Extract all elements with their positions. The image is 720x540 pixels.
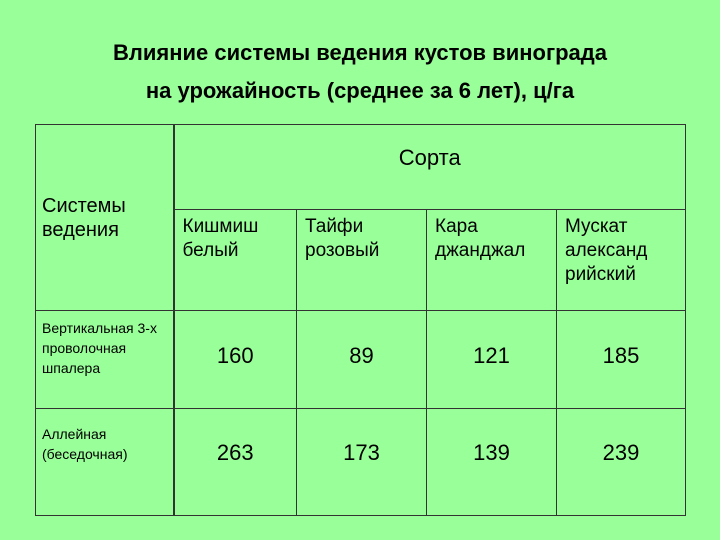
variety-header-cell: Тайфи розовый: [297, 210, 427, 311]
title-line-1: Влияние системы ведения кустов винограда: [112, 40, 607, 65]
system-label-cell: Вертикальная 3-х проволочная шпалера: [36, 311, 174, 409]
yield-value-cell: 173: [297, 409, 427, 516]
yield-value-cell: 139: [427, 409, 557, 516]
variety-header-cell: Кишмиш белый: [174, 210, 297, 311]
yield-value-cell: 160: [174, 311, 297, 409]
yield-value-cell: 185: [557, 311, 686, 409]
sorts-header-label: Сорта: [398, 145, 461, 170]
systems-header-cell: [36, 125, 174, 311]
table-row: [36, 409, 686, 516]
table-row: [36, 311, 686, 409]
table-header-row: [36, 125, 686, 210]
yield-value-cell: 239: [557, 409, 686, 516]
slide-title: [0, 34, 720, 110]
yield-value-cell: 89: [297, 311, 427, 409]
system-label-cell: Аллейная (беседочная): [36, 409, 174, 516]
yield-value-cell: 121: [427, 311, 557, 409]
title-line-2: на урожайность (среднее за 6 лет), ц/га: [145, 78, 575, 103]
variety-header-cell: Кара джанджал: [427, 210, 557, 311]
yield-value-cell: 263: [174, 409, 297, 516]
variety-header-cell: Мускат александ рийский: [557, 210, 686, 311]
sorts-header-cell: [174, 125, 686, 210]
systems-header-label: Системы ведения: [42, 194, 126, 241]
yield-table: [35, 124, 686, 516]
